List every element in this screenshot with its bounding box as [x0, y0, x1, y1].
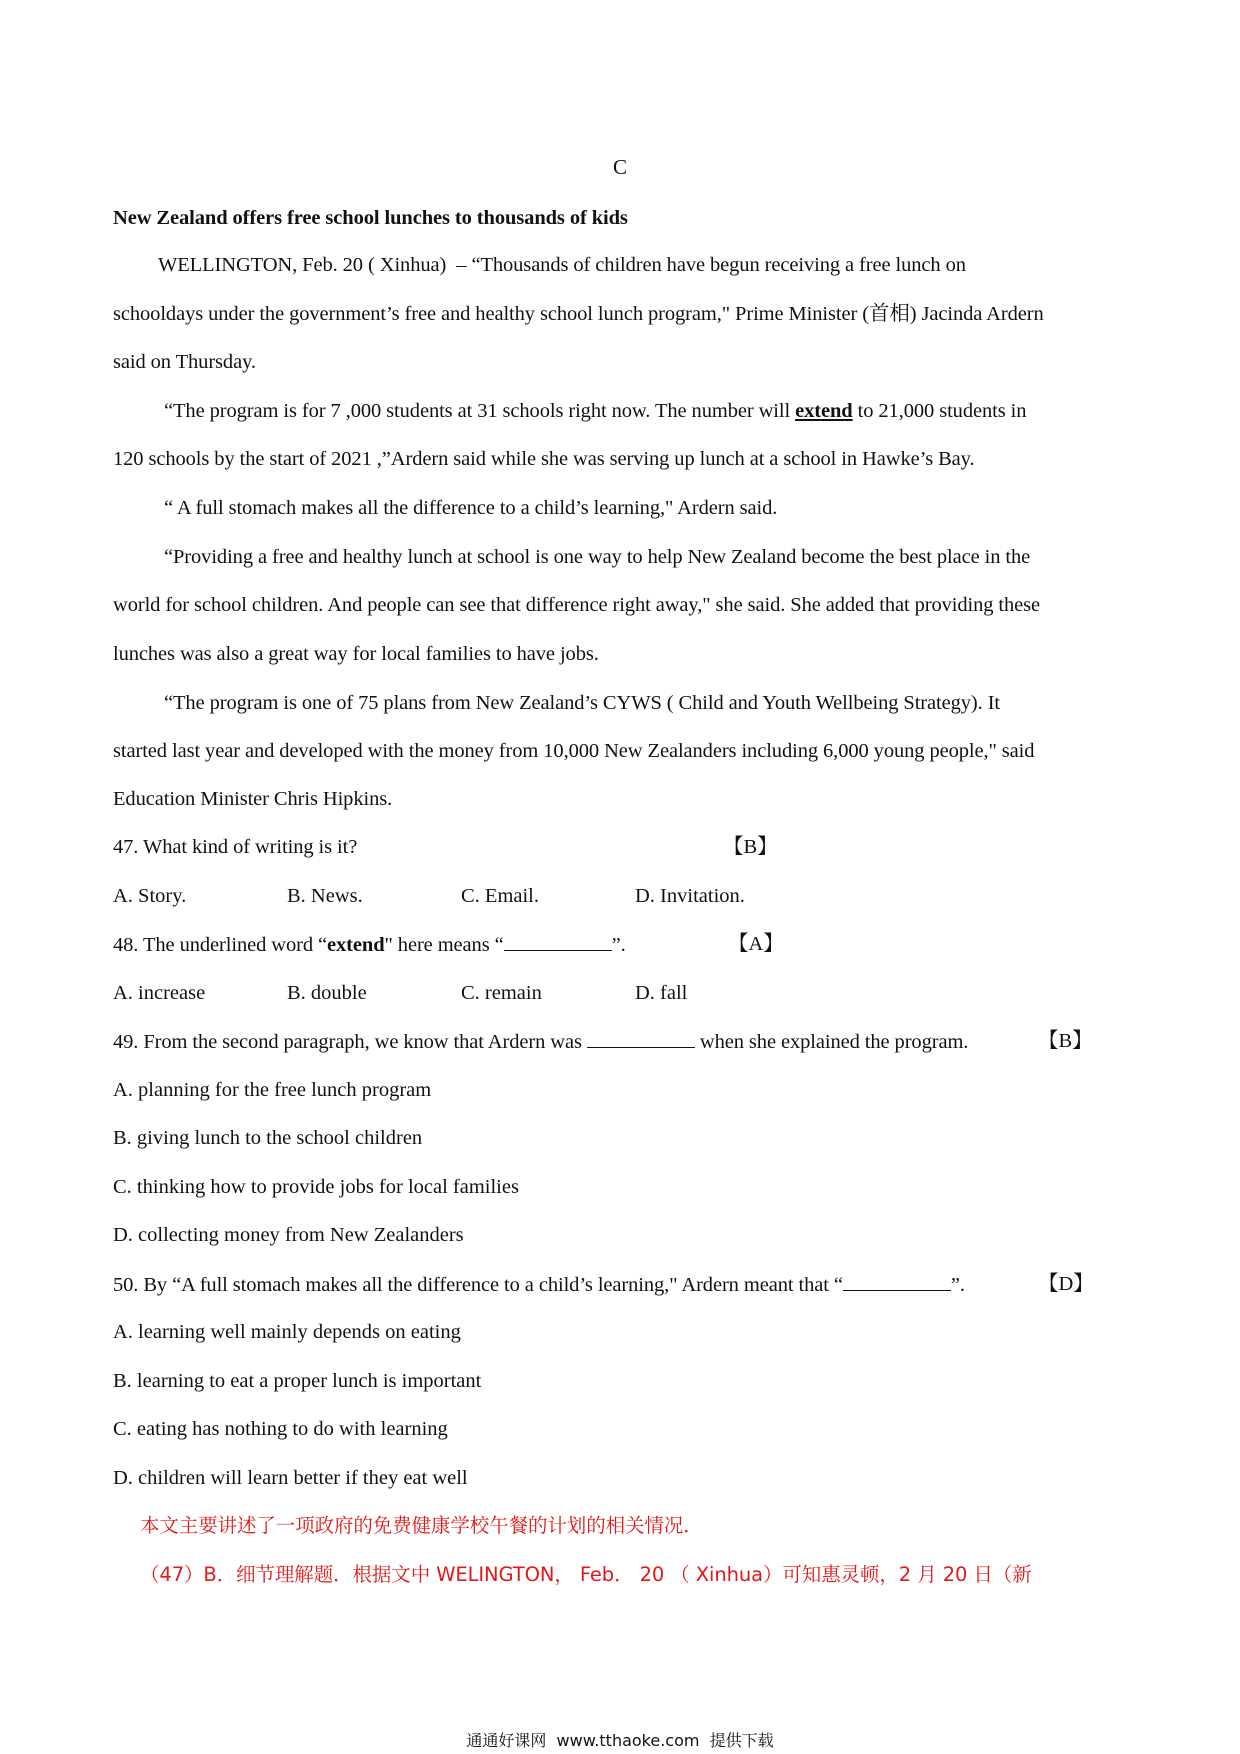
- question-48-stem-word: extend: [327, 934, 385, 956]
- question-50-option-c: C. eating has nothing to do with learning: [113, 1418, 448, 1440]
- paragraph-1-line-3: said on Thursday.: [113, 351, 256, 373]
- paragraph-3-line-1: “ A full stomach makes all the difference to a child’s learning," Ardern said.: [164, 497, 778, 519]
- question-47-option-c: C. Email.: [461, 885, 540, 907]
- passage-title: New Zealand offers free school lunches to thousands of kids: [113, 207, 628, 229]
- paragraph-5-line-1: “The program is one of 75 plans from New Zealand’s CYWS ( Child and Youth Wellbeing Strategy). It: [164, 692, 1001, 714]
- question-47-option-b: B. News.: [287, 885, 363, 907]
- paragraph-4-line-3: lunches was also a great way for local families to have jobs.: [113, 643, 599, 665]
- question-49-answer: 【B】: [1038, 1030, 1093, 1052]
- question-50-option-a: A. learning well mainly depends on eating: [113, 1321, 461, 1343]
- question-48-stem: [113, 930, 1133, 959]
- question-50-stem: [113, 1270, 1033, 1299]
- question-48-blank: [504, 930, 612, 951]
- question-50-blank: [843, 1270, 951, 1291]
- question-49-blank: [587, 1027, 695, 1048]
- question-50-stem-b: ”.: [950, 1274, 965, 1296]
- paragraph-2-text-a: “The program is for 7 ,000 students at 31 schools right now. The number will: [164, 400, 796, 422]
- question-48-stem-b: " here means “: [384, 934, 504, 956]
- question-48-option-d: D. fall: [635, 982, 688, 1004]
- paragraph-4-line-1: “Providing a free and healthy lunch at school is one way to help New Zealand become the best place in the: [164, 546, 1031, 568]
- paragraph-5-line-3: Education Minister Chris Hipkins.: [113, 788, 393, 810]
- question-49-option-c: C. thinking how to provide jobs for local families: [113, 1176, 519, 1198]
- paragraph-2-line-2: 120 schools by the start of 2021 ,”Ardern said while she was serving up lunch at a school in Hawke’s Bay.: [113, 448, 975, 470]
- paragraph-4-line-2: world for school children. And people can see that difference right away," she said. She added that providing these: [113, 594, 1041, 616]
- question-50-answer: 【D】: [1038, 1273, 1094, 1295]
- paragraph-2-text-b: to 21,000 students in: [852, 400, 1027, 422]
- paragraph-2-line-1: [164, 397, 1184, 425]
- question-48-answer: 【A】: [728, 933, 784, 955]
- section-letter: C: [612, 155, 627, 179]
- question-49-stem-b: when she explained the program.: [694, 1031, 969, 1053]
- question-48-option-c: C. remain: [461, 982, 542, 1004]
- page-footer: 通通好课网 www.tthaoke.com 提供下载: [466, 1731, 774, 1750]
- paragraph-1-line-1: WELLINGTON, Feb. 20 ( Xinhua) – “Thousands of children have begun receiving a free lunch on: [158, 254, 966, 276]
- question-47-answer: 【B】: [723, 836, 778, 858]
- question-47-stem: 47. What kind of writing is it?: [113, 836, 358, 858]
- question-48-option-a: A. increase: [113, 982, 206, 1004]
- question-50-option-b: B. learning to eat a proper lunch is important: [113, 1370, 482, 1392]
- paragraph-1-line-2: schooldays under the government’s free and healthy school lunch program," Prime Minister (首相) Jacinda Ardern: [113, 303, 1044, 325]
- question-48-stem-c: ”.: [611, 934, 626, 956]
- question-49-option-b: B. giving lunch to the school children: [113, 1127, 423, 1149]
- question-49-stem: [113, 1027, 1033, 1056]
- analysis-summary: 本文主要讲述了一项政府的免费健康学校午餐的计划的相关情况．: [140, 1514, 703, 1537]
- question-48-stem-a: 48. The underlined word “: [113, 934, 328, 956]
- analysis-q47: （47）B．细节理解题．根据文中 WELINGTON， Feb． 20 （ Xinhua）可知惠灵顿，2 月 20 日（新: [140, 1563, 1032, 1586]
- paragraph-5-line-2: started last year and developed with the money from 10,000 New Zealanders including 6,000 young people," said: [113, 740, 1035, 762]
- question-50-stem-a: 50. By “A full stomach makes all the difference to a child’s learning," Ardern meant that “: [113, 1274, 843, 1296]
- question-50-option-d: D. children will learn better if they eat well: [113, 1467, 468, 1489]
- question-49-stem-a: 49. From the second paragraph, we know that Ardern was: [113, 1031, 587, 1053]
- question-47-option-d: D. Invitation.: [635, 885, 745, 907]
- question-48-option-b: B. double: [287, 982, 367, 1004]
- underlined-word-extend: extend: [795, 400, 853, 422]
- question-49-option-d: D. collecting money from New Zealanders: [113, 1224, 464, 1246]
- question-47-option-a: A. Story.: [113, 885, 187, 907]
- question-49-option-a: A. planning for the free lunch program: [113, 1079, 432, 1101]
